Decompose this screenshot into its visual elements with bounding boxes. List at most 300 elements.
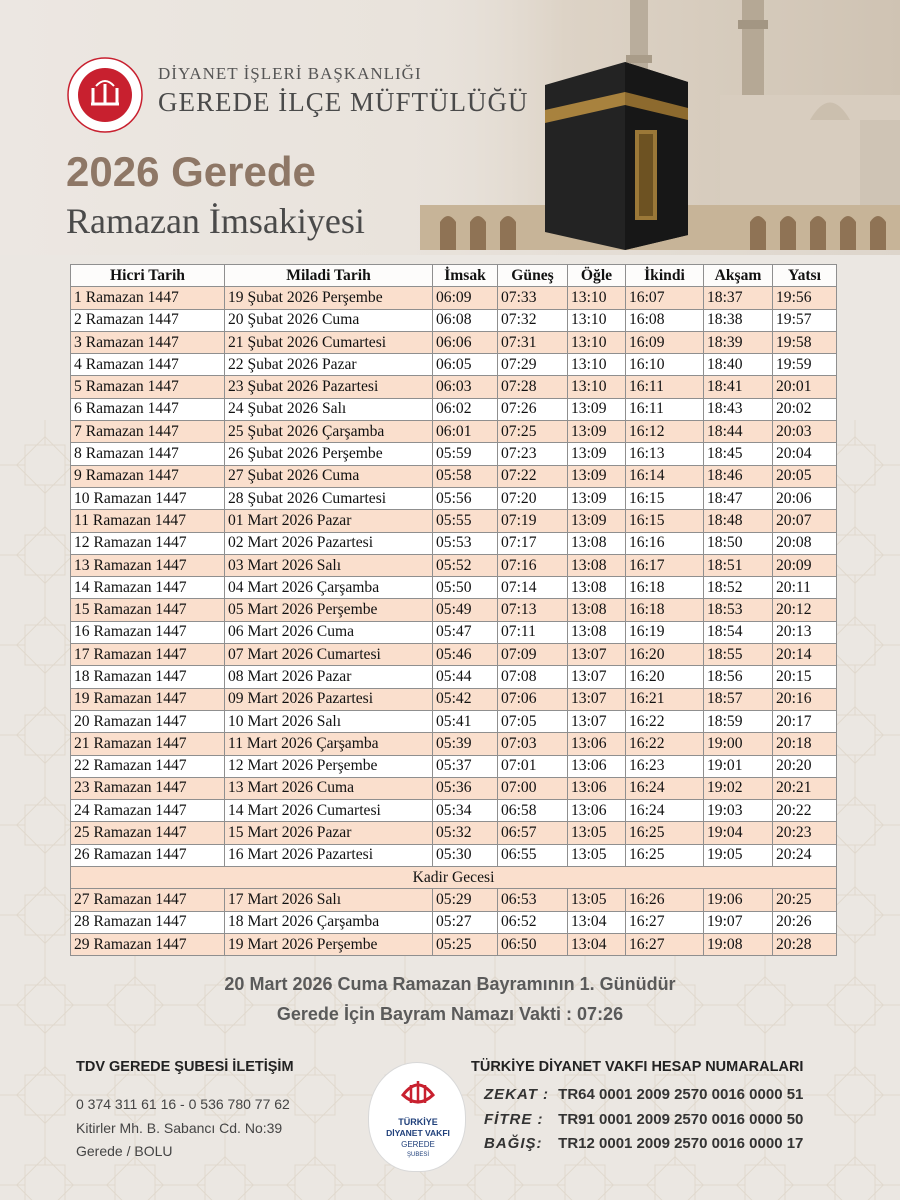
table-cell: 05:37 <box>433 755 498 777</box>
table-row <box>71 376 837 398</box>
table-cell: 02 Mart 2026 Pazartesi <box>225 532 433 554</box>
table-cell: 05:49 <box>433 599 498 621</box>
table-cell: 13:08 <box>568 599 626 621</box>
bank-row-fitre <box>484 1111 803 1128</box>
table-cell: 13:09 <box>568 398 626 420</box>
table-cell: 20:22 <box>773 800 837 822</box>
table-cell: 20:01 <box>773 376 837 398</box>
table-cell: 05:41 <box>433 710 498 732</box>
table-cell: 07:32 <box>498 309 568 331</box>
table-cell: 13:09 <box>568 487 626 509</box>
table-cell: 13:07 <box>568 666 626 688</box>
bank-iban: TR12 0001 2009 2570 0016 0000 17 <box>558 1135 804 1152</box>
tdv-emblem-icon <box>369 1063 467 1173</box>
table-cell: 13:07 <box>568 710 626 732</box>
table-cell: 16:26 <box>626 889 704 911</box>
table-cell: 13:08 <box>568 577 626 599</box>
table-cell: 13:08 <box>568 554 626 576</box>
table-cell: 20:04 <box>773 443 837 465</box>
bank-label: FİTRE : <box>484 1111 544 1128</box>
table-cell: 05:32 <box>433 822 498 844</box>
column-header: Akşam <box>704 265 773 287</box>
table-cell: 19:00 <box>704 733 773 755</box>
table-cell: 16 Mart 2026 Pazartesi <box>225 844 433 866</box>
table-cell: 07:16 <box>498 554 568 576</box>
column-header: Güneş <box>498 265 568 287</box>
table-cell: 19:57 <box>773 309 837 331</box>
table-cell: 16:13 <box>626 443 704 465</box>
table-cell: 20:07 <box>773 510 837 532</box>
table-row <box>71 755 837 777</box>
table-cell: 20:16 <box>773 688 837 710</box>
table-cell: 07:08 <box>498 666 568 688</box>
table-cell: 16 Ramazan 1447 <box>71 621 225 643</box>
table-cell: 07:25 <box>498 421 568 443</box>
table-cell: 16:11 <box>626 376 704 398</box>
table-cell: 20:21 <box>773 777 837 799</box>
table-cell: 07 Mart 2026 Cumartesi <box>225 644 433 666</box>
table-row <box>71 644 837 666</box>
table-cell: 06:09 <box>433 287 498 309</box>
table-row <box>71 889 837 911</box>
table-cell: 16:09 <box>626 331 704 353</box>
table-cell: 05:46 <box>433 644 498 666</box>
bank-row-zekat <box>484 1086 803 1103</box>
table-cell: 25 Şubat 2026 Çarşamba <box>225 421 433 443</box>
table-cell: 20:03 <box>773 421 837 443</box>
table-cell: 07:22 <box>498 465 568 487</box>
column-header: Öğle <box>568 265 626 287</box>
table-cell: 01 Mart 2026 Pazar <box>225 510 433 532</box>
table-cell: 07:20 <box>498 487 568 509</box>
table-cell: 5 Ramazan 1447 <box>71 376 225 398</box>
table-cell: 17 Mart 2026 Salı <box>225 889 433 911</box>
table-cell: 18:45 <box>704 443 773 465</box>
contact-phone: 0 374 311 61 16 - 0 536 780 77 62 <box>76 1096 290 1112</box>
table-cell: 06:01 <box>433 421 498 443</box>
bank-iban: TR64 0001 2009 2570 0016 0000 51 <box>558 1086 804 1103</box>
table-cell: 13:05 <box>568 889 626 911</box>
table-cell: 19:03 <box>704 800 773 822</box>
table-cell: 16:20 <box>626 644 704 666</box>
table-cell: 24 Şubat 2026 Salı <box>225 398 433 420</box>
table-cell: 20:05 <box>773 465 837 487</box>
table-cell: 7 Ramazan 1447 <box>71 421 225 443</box>
table-cell: 16:22 <box>626 733 704 755</box>
table-cell: 16:18 <box>626 577 704 599</box>
bank-label: ZEKAT : <box>484 1086 550 1103</box>
table-cell: 20:13 <box>773 621 837 643</box>
table-cell: 07:29 <box>498 354 568 376</box>
table-cell: 16:24 <box>626 800 704 822</box>
table-cell: 05:50 <box>433 577 498 599</box>
table-cell: 13:04 <box>568 933 626 955</box>
table-cell: 07:05 <box>498 710 568 732</box>
table-cell: 18:55 <box>704 644 773 666</box>
table-cell: 20:06 <box>773 487 837 509</box>
table-cell: 21 Şubat 2026 Cumartesi <box>225 331 433 353</box>
table-header-row <box>71 265 837 287</box>
org-name-line1: DİYANET İŞLERİ BAŞKANLIĞI <box>158 64 422 83</box>
table-cell: 24 Ramazan 1447 <box>71 800 225 822</box>
imsakiye-table-wrapper <box>70 264 836 956</box>
table-cell: 06:58 <box>498 800 568 822</box>
table-cell: 19:06 <box>704 889 773 911</box>
table-cell: 18:46 <box>704 465 773 487</box>
table-cell: 13:10 <box>568 354 626 376</box>
table-cell: 18:38 <box>704 309 773 331</box>
table-cell: 05:59 <box>433 443 498 465</box>
table-cell: 16:15 <box>626 487 704 509</box>
bayram-prayer-time: Gerede İçin Bayram Namazı Vakti : 07:26 <box>276 1004 624 1024</box>
column-header: Hicri Tarih <box>71 265 225 287</box>
table-cell: 16:12 <box>626 421 704 443</box>
table-cell: 09 Mart 2026 Pazartesi <box>225 688 433 710</box>
table-cell: 22 Ramazan 1447 <box>71 755 225 777</box>
table-row <box>71 911 837 933</box>
table-cell: 9 Ramazan 1447 <box>71 465 225 487</box>
table-cell: 13:08 <box>568 621 626 643</box>
table-cell: 16:14 <box>626 465 704 487</box>
table-cell: 28 Şubat 2026 Cumartesi <box>225 487 433 509</box>
table-cell: 13:07 <box>568 688 626 710</box>
table-cell: 20:17 <box>773 710 837 732</box>
table-cell: 20:24 <box>773 844 837 866</box>
table-cell: 19:05 <box>704 844 773 866</box>
table-cell: 19:04 <box>704 822 773 844</box>
table-cell: 07:31 <box>498 331 568 353</box>
table-cell: 16:18 <box>626 599 704 621</box>
table-cell: 13:06 <box>568 733 626 755</box>
table-cell: 20:09 <box>773 554 837 576</box>
table-cell: 18:44 <box>704 421 773 443</box>
table-cell: 18:52 <box>704 577 773 599</box>
table-cell: 05:53 <box>433 532 498 554</box>
table-cell: 07:19 <box>498 510 568 532</box>
table-cell: 13:10 <box>568 309 626 331</box>
table-cell: 23 Şubat 2026 Pazartesi <box>225 376 433 398</box>
table-row <box>71 688 837 710</box>
table-cell: 20 Şubat 2026 Cuma <box>225 309 433 331</box>
table-cell: 20:02 <box>773 398 837 420</box>
table-cell: 14 Ramazan 1447 <box>71 577 225 599</box>
table-cell: 07:06 <box>498 688 568 710</box>
table-cell: 20:11 <box>773 577 837 599</box>
table-cell: 13:06 <box>568 777 626 799</box>
table-cell: 13:10 <box>568 331 626 353</box>
contact-title: TDV GEREDE ŞUBESİ İLETİŞİM <box>76 1059 294 1075</box>
table-cell: 06:55 <box>498 844 568 866</box>
table-cell: 13:10 <box>568 376 626 398</box>
table-cell: 07:33 <box>498 287 568 309</box>
imsakiye-table <box>70 264 837 956</box>
table-row <box>71 577 837 599</box>
table-cell: 05:34 <box>433 800 498 822</box>
table-row <box>71 532 837 554</box>
table-cell: 16:25 <box>626 844 704 866</box>
table-row <box>71 822 837 844</box>
table-cell: 18:47 <box>704 487 773 509</box>
tdv-logo-line3: GEREDE <box>401 1140 435 1149</box>
table-cell: 27 Şubat 2026 Cuma <box>225 465 433 487</box>
table-cell: 12 Mart 2026 Perşembe <box>225 755 433 777</box>
table-cell: 13:08 <box>568 532 626 554</box>
table-cell: 28 Ramazan 1447 <box>71 911 225 933</box>
column-header: İkindi <box>626 265 704 287</box>
table-cell: 05:55 <box>433 510 498 532</box>
table-cell: 07:13 <box>498 599 568 621</box>
table-cell: 16:16 <box>626 532 704 554</box>
table-cell: 05:29 <box>433 889 498 911</box>
table-cell: 21 Ramazan 1447 <box>71 733 225 755</box>
table-cell: 07:09 <box>498 644 568 666</box>
table-cell: 13:09 <box>568 465 626 487</box>
table-cell: 10 Ramazan 1447 <box>71 487 225 509</box>
header <box>0 0 900 255</box>
table-cell: 18:51 <box>704 554 773 576</box>
tdv-logo-line4: ŞUBESİ <box>406 1152 430 1158</box>
table-cell: 13:06 <box>568 755 626 777</box>
table-cell: 06:53 <box>498 889 568 911</box>
table-cell: 16:15 <box>626 510 704 532</box>
table-cell: 06:02 <box>433 398 498 420</box>
table-cell: 07:28 <box>498 376 568 398</box>
table-cell: 13:04 <box>568 911 626 933</box>
table-cell: 05:52 <box>433 554 498 576</box>
table-cell: 8 Ramazan 1447 <box>71 443 225 465</box>
table-cell: 07:26 <box>498 398 568 420</box>
contact-city: Gerede / BOLU <box>76 1143 173 1159</box>
table-cell: 06:08 <box>433 309 498 331</box>
table-cell: 19:08 <box>704 933 773 955</box>
table-cell: 19:56 <box>773 287 837 309</box>
table-cell: 20:15 <box>773 666 837 688</box>
tdv-logo-line1: TÜRKİYE <box>398 1117 438 1127</box>
bayram-date-note: 20 Mart 2026 Cuma Ramazan Bayramının 1. Günüdür <box>224 974 676 994</box>
contact-address: Kitirler Mh. B. Sabancı Cd. No:39 <box>76 1120 283 1136</box>
table-cell: 1 Ramazan 1447 <box>71 287 225 309</box>
table-cell: 16:27 <box>626 911 704 933</box>
table-row <box>71 621 837 643</box>
table-cell: 22 Şubat 2026 Pazar <box>225 354 433 376</box>
tdv-logo <box>368 1062 466 1172</box>
table-cell: 05:25 <box>433 933 498 955</box>
table-cell: 07:14 <box>498 577 568 599</box>
table-cell: 16:21 <box>626 688 704 710</box>
table-cell: 13 Mart 2026 Cuma <box>225 777 433 799</box>
table-cell: 18:59 <box>704 710 773 732</box>
table-cell: 07:17 <box>498 532 568 554</box>
bank-row-bagis <box>484 1135 803 1152</box>
table-cell: 19 Mart 2026 Perşembe <box>225 933 433 955</box>
column-header: Yatsı <box>773 265 837 287</box>
table-cell: 05:56 <box>433 487 498 509</box>
table-row <box>71 309 837 331</box>
table-cell: 20:20 <box>773 755 837 777</box>
table-cell: 25 Ramazan 1447 <box>71 822 225 844</box>
table-cell: 05:58 <box>433 465 498 487</box>
table-cell: 18 Mart 2026 Çarşamba <box>225 911 433 933</box>
table-cell: 16:19 <box>626 621 704 643</box>
table-row <box>71 777 837 799</box>
table-cell: 13:07 <box>568 644 626 666</box>
table-cell: 19 Şubat 2026 Perşembe <box>225 287 433 309</box>
table-cell: 13:05 <box>568 822 626 844</box>
table-cell: 15 Mart 2026 Pazar <box>225 822 433 844</box>
table-cell: 15 Ramazan 1447 <box>71 599 225 621</box>
table-cell: 20:25 <box>773 889 837 911</box>
table-cell: 16:08 <box>626 309 704 331</box>
table-cell: 06:52 <box>498 911 568 933</box>
bank-label: BAĞIŞ: <box>484 1135 543 1152</box>
table-row <box>71 421 837 443</box>
table-cell: 18:56 <box>704 666 773 688</box>
column-header: Miladi Tarih <box>225 265 433 287</box>
table-cell: 13:05 <box>568 844 626 866</box>
table-cell: 13 Ramazan 1447 <box>71 554 225 576</box>
table-row <box>71 443 837 465</box>
table-cell: 26 Şubat 2026 Perşembe <box>225 443 433 465</box>
table-row <box>71 510 837 532</box>
table-cell: 06:06 <box>433 331 498 353</box>
table-cell: 03 Mart 2026 Salı <box>225 554 433 576</box>
table-cell: 4 Ramazan 1447 <box>71 354 225 376</box>
table-row <box>71 331 837 353</box>
table-cell: 19:07 <box>704 911 773 933</box>
page-subtitle: Ramazan İmsakiyesi <box>66 201 365 241</box>
tdv-logo-line2: DİYANET VAKFI <box>386 1128 450 1138</box>
table-cell: 16:27 <box>626 933 704 955</box>
table-cell: 04 Mart 2026 Çarşamba <box>225 577 433 599</box>
table-cell: 16:22 <box>626 710 704 732</box>
table-cell: 06 Mart 2026 Cuma <box>225 621 433 643</box>
table-cell: 20:26 <box>773 911 837 933</box>
table-cell: 07:23 <box>498 443 568 465</box>
table-cell: 13:06 <box>568 800 626 822</box>
table-cell: 19 Ramazan 1447 <box>71 688 225 710</box>
table-cell: 13:09 <box>568 443 626 465</box>
table-cell: 18:57 <box>704 688 773 710</box>
table-cell: 19:59 <box>773 354 837 376</box>
table-cell: 05:44 <box>433 666 498 688</box>
table-cell: 11 Mart 2026 Çarşamba <box>225 733 433 755</box>
table-cell: 16:11 <box>626 398 704 420</box>
table-cell: 20:28 <box>773 933 837 955</box>
table-body <box>71 287 837 956</box>
table-cell: 11 Ramazan 1447 <box>71 510 225 532</box>
table-cell: 16:10 <box>626 354 704 376</box>
table-cell: 06:05 <box>433 354 498 376</box>
table-row <box>71 666 837 688</box>
table-row <box>71 800 837 822</box>
table-cell: 08 Mart 2026 Pazar <box>225 666 433 688</box>
table-cell: 05:30 <box>433 844 498 866</box>
table-cell: 07:00 <box>498 777 568 799</box>
page-title: 2026 Gerede <box>66 148 316 195</box>
table-cell: 07:03 <box>498 733 568 755</box>
table-cell: 19:02 <box>704 777 773 799</box>
table-cell: 07:01 <box>498 755 568 777</box>
table-cell: 16:17 <box>626 554 704 576</box>
table-cell: 05:42 <box>433 688 498 710</box>
table-cell: 12 Ramazan 1447 <box>71 532 225 554</box>
table-cell: 05:47 <box>433 621 498 643</box>
table-cell: 16:24 <box>626 777 704 799</box>
table-row <box>71 487 837 509</box>
table-cell: 13:09 <box>568 421 626 443</box>
column-header: İmsak <box>433 265 498 287</box>
table-cell: 29 Ramazan 1447 <box>71 933 225 955</box>
table-cell: 17 Ramazan 1447 <box>71 644 225 666</box>
table-cell: 18:50 <box>704 532 773 554</box>
table-cell: 20:12 <box>773 599 837 621</box>
table-cell: 19:01 <box>704 755 773 777</box>
table-cell: 18:48 <box>704 510 773 532</box>
kaaba-illustration <box>420 0 900 250</box>
table-cell: 06:57 <box>498 822 568 844</box>
table-cell: 6 Ramazan 1447 <box>71 398 225 420</box>
table-row <box>71 933 837 955</box>
table-cell: 13:10 <box>568 287 626 309</box>
table-cell: 20:23 <box>773 822 837 844</box>
table-cell: 3 Ramazan 1447 <box>71 331 225 353</box>
kadir-gecesi-row <box>71 867 837 889</box>
table-cell: 10 Mart 2026 Salı <box>225 710 433 732</box>
table-cell: 18:40 <box>704 354 773 376</box>
table-row <box>71 398 837 420</box>
table-cell: 18 Ramazan 1447 <box>71 666 225 688</box>
table-cell: 18:41 <box>704 376 773 398</box>
table-cell: 23 Ramazan 1447 <box>71 777 225 799</box>
diyanet-logo <box>66 56 144 134</box>
table-cell: 18:37 <box>704 287 773 309</box>
table-row <box>71 287 837 309</box>
table-cell: 05:36 <box>433 777 498 799</box>
table-cell: 20 Ramazan 1447 <box>71 710 225 732</box>
table-row <box>71 554 837 576</box>
table-cell: 07:11 <box>498 621 568 643</box>
table-row <box>71 733 837 755</box>
table-cell: 18:53 <box>704 599 773 621</box>
bank-accounts-title: TÜRKİYE DİYANET VAKFI HESAP NUMARALARI <box>471 1059 804 1075</box>
table-row <box>71 710 837 732</box>
table-cell: 19:58 <box>773 331 837 353</box>
table-row <box>71 844 837 866</box>
table-cell: 06:50 <box>498 933 568 955</box>
table-cell: 16:25 <box>626 822 704 844</box>
table-cell: 2 Ramazan 1447 <box>71 309 225 331</box>
table-cell: 16:23 <box>626 755 704 777</box>
table-cell: 14 Mart 2026 Cumartesi <box>225 800 433 822</box>
table-cell: 18:54 <box>704 621 773 643</box>
org-name-line2: GEREDE İLÇE MÜFTÜLÜĞÜ <box>158 87 529 117</box>
table-cell: 18:39 <box>704 331 773 353</box>
table-cell: 05 Mart 2026 Perşembe <box>225 599 433 621</box>
table-cell: 20:08 <box>773 532 837 554</box>
table-cell: 26 Ramazan 1447 <box>71 844 225 866</box>
table-cell: 20:18 <box>773 733 837 755</box>
table-cell: 16:20 <box>626 666 704 688</box>
table-row <box>71 354 837 376</box>
table-cell: 06:03 <box>433 376 498 398</box>
table-cell: 27 Ramazan 1447 <box>71 889 225 911</box>
table-cell: 05:27 <box>433 911 498 933</box>
table-cell: 18:43 <box>704 398 773 420</box>
table-cell: 16:07 <box>626 287 704 309</box>
bank-iban: TR91 0001 2009 2570 0016 0000 50 <box>558 1111 804 1128</box>
table-cell: 20:14 <box>773 644 837 666</box>
table-cell: 05:39 <box>433 733 498 755</box>
